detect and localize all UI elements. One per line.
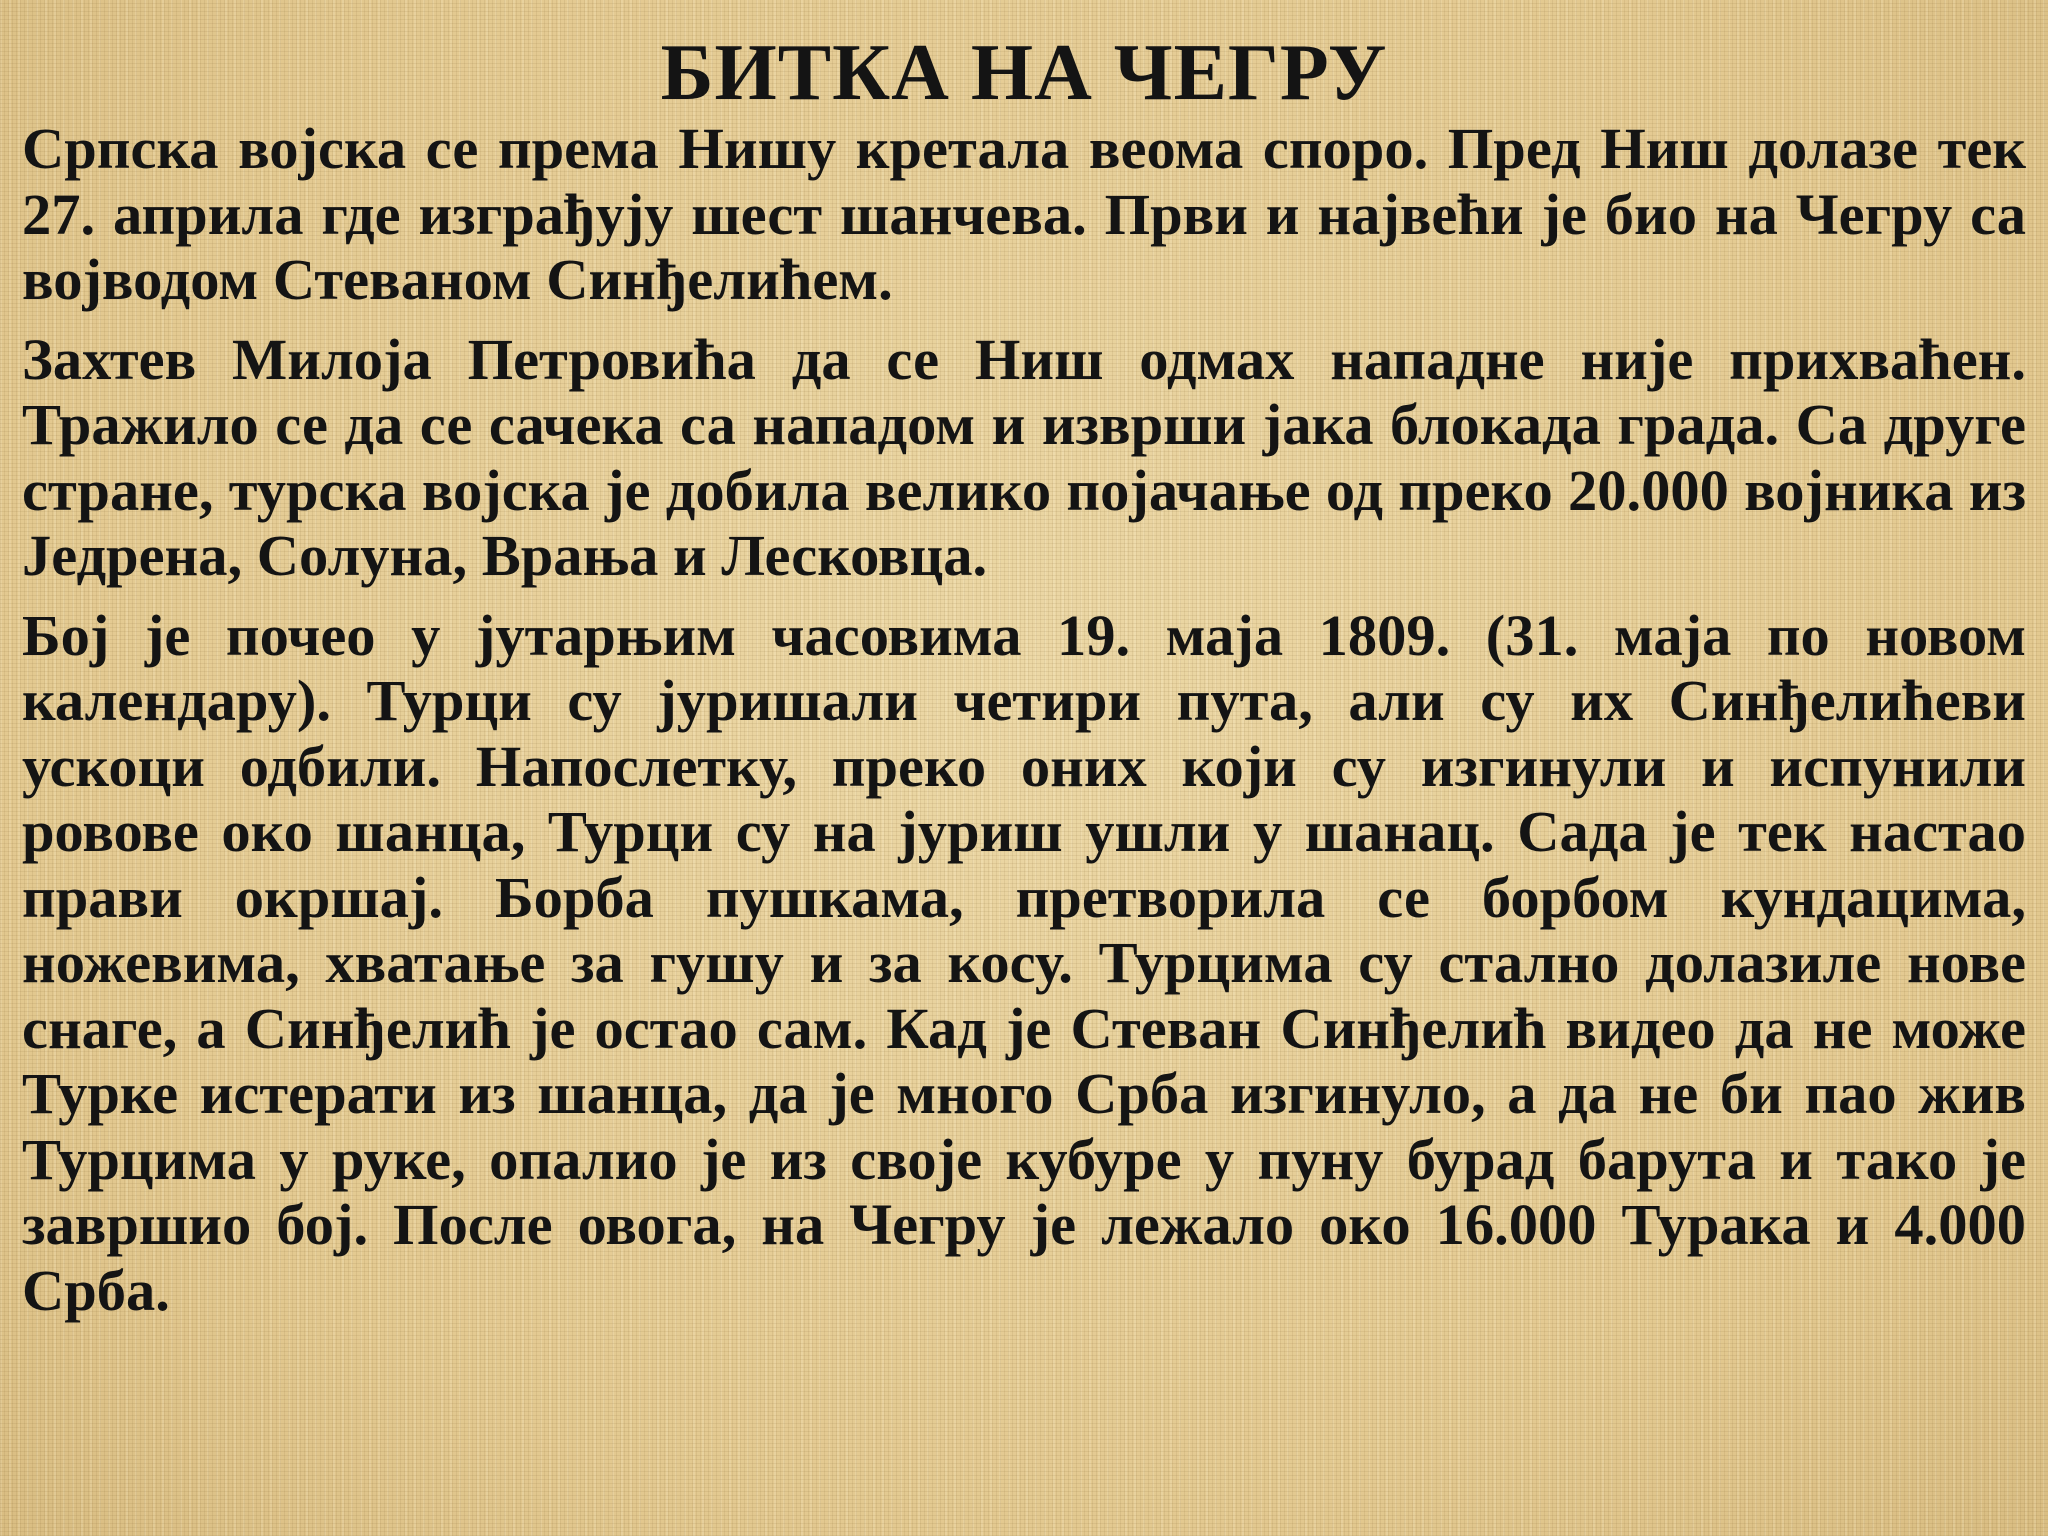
paragraph-2: Захтев Милоја Петровића да се Ниш одмах нападне није прихваћен. Тражило се да се сачека са нападом и изврши јака блокада града. Са друге стране, турска војска је добила велико појачање од преко 20.000 војника из Једрена, Солуна, Врања и Лесковца. xyxy=(22,326,2026,588)
paragraph-1: Српска војска се према Нишу кретала веома споро. Пред Ниш долазе тек 27. априла где изграђују шест шанчева. Први и највећи је био на Чегру са војводом Стеваном Синђелићем. xyxy=(22,116,2026,312)
slide-title: БИТКА НА ЧЕГРУ xyxy=(660,29,1388,117)
paragraph-3: Бој је почео у јутарњим часовима 19. маја 1809. (31. маја по новом календару). Турци су јуришали четири пута, али су их Синђелићеви ускоци одбили. Напослетку, преко оних који су изгинули и испунили ровове око шанца, Турци су на јуриш ушли у шанац. Сада је тек настао прави окршај. Борба пушкама, претворила се борбом кундацима, ножевима, хватање за гушу и за косу. Турцима су стално долазиле нове снаге, а Синђелић је остао сам. Кад је Стеван Синђелић видео да не може Турке истерати из шанца, да је много Срба изгинуло, а да не би пао жив Турцима у руке, опалио је из своје кубуре у пуну бурад барута и тако је завршио бој. После овога, на Чегру је лежало око 16.000 Турака и 4.000 Срба. xyxy=(22,602,2026,1323)
